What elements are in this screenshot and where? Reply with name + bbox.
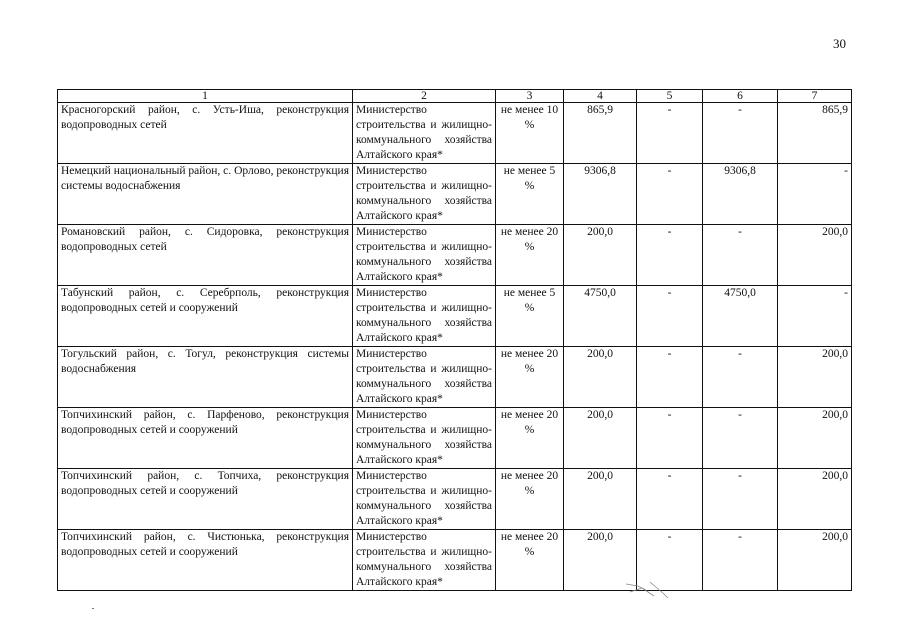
executor-cell: Министерство строительства и жилищно-коммунального хозяйства Алтайского края* xyxy=(353,164,496,225)
value-cell-6: - xyxy=(703,225,778,286)
value-cell-4: 200,0 xyxy=(564,469,637,530)
value-cell-6: - xyxy=(703,103,778,164)
value-cell-7: 200,0 xyxy=(778,347,852,408)
header-cell: 6 xyxy=(703,90,778,103)
table-row xyxy=(58,347,852,408)
value-cell-4: 200,0 xyxy=(564,347,637,408)
executor-cell: Министерство строительства и жилищно-коммунального хозяйства Алтайского края* xyxy=(353,103,496,164)
share-cell: не менее 10 % xyxy=(496,103,564,164)
value-cell-5: - xyxy=(637,530,703,591)
object-cell: Красногорский район, с. Усть-Иша, реконструкция водопроводных сетей xyxy=(58,103,353,164)
value-cell-6: - xyxy=(703,347,778,408)
table-row xyxy=(58,469,852,530)
program-table xyxy=(57,89,852,591)
value-cell-5: - xyxy=(637,286,703,347)
executor-cell: Министерство строительства и жилищно-коммунального хозяйства Алтайского края* xyxy=(353,225,496,286)
scan-speck xyxy=(92,608,94,609)
object-cell: Топчихинский район, с. Парфеново, реконструкция водопроводных сетей и сооружений xyxy=(58,408,353,469)
executor-cell: Министерство строительства и жилищно-коммунального хозяйства Алтайского края* xyxy=(353,469,496,530)
value-cell-6: 4750,0 xyxy=(703,286,778,347)
value-cell-6: - xyxy=(703,530,778,591)
object-cell: Немецкий национальный район, с. Орлово, реконструкция системы водоснабжения xyxy=(58,164,353,225)
value-cell-4: 865,9 xyxy=(564,103,637,164)
value-cell-7: 200,0 xyxy=(778,530,852,591)
share-cell: не менее 20 % xyxy=(496,347,564,408)
table-row xyxy=(58,225,852,286)
share-cell: не менее 5 % xyxy=(496,286,564,347)
share-cell: не менее 5 % xyxy=(496,164,564,225)
table-row xyxy=(58,530,852,591)
header-row xyxy=(58,90,852,103)
value-cell-4: 4750,0 xyxy=(564,286,637,347)
table-row xyxy=(58,164,852,225)
value-cell-7: 200,0 xyxy=(778,469,852,530)
value-cell-5: - xyxy=(637,103,703,164)
executor-cell: Министерство строительства и жилищно-коммунального хозяйства Алтайского края* xyxy=(353,347,496,408)
value-cell-7: 200,0 xyxy=(778,408,852,469)
executor-cell: Министерство строительства и жилищно-коммунального хозяйства Алтайского края* xyxy=(353,408,496,469)
value-cell-5: - xyxy=(637,225,703,286)
value-cell-6: 9306,8 xyxy=(703,164,778,225)
executor-cell: Министерство строительства и жилищно-коммунального хозяйства Алтайского края* xyxy=(353,530,496,591)
header-cell: 1 xyxy=(58,90,353,103)
value-cell-5: - xyxy=(637,408,703,469)
header-cell: 2 xyxy=(353,90,496,103)
value-cell-5: - xyxy=(637,347,703,408)
pen-mark-scribble xyxy=(624,578,670,600)
share-cell: не менее 20 % xyxy=(496,225,564,286)
value-cell-7: 200,0 xyxy=(778,225,852,286)
value-cell-4: 200,0 xyxy=(564,408,637,469)
value-cell-4: 200,0 xyxy=(564,530,637,591)
value-cell-4: 200,0 xyxy=(564,225,637,286)
header-cell: 3 xyxy=(496,90,564,103)
value-cell-7: 865,9 xyxy=(778,103,852,164)
page-number: 30 xyxy=(833,36,846,51)
value-cell-6: - xyxy=(703,408,778,469)
header-cell: 4 xyxy=(564,90,637,103)
table-row xyxy=(58,408,852,469)
table-row xyxy=(58,103,852,164)
table-row xyxy=(58,286,852,347)
value-cell-7: - xyxy=(778,164,852,225)
value-cell-4: 9306,8 xyxy=(564,164,637,225)
object-cell: Топчихинский район, с. Топчиха, реконструкция водопроводных сетей и сооружений xyxy=(58,469,353,530)
value-cell-7: - xyxy=(778,286,852,347)
object-cell: Романовский район, с. Сидоровка, реконструкция водопроводных сетей xyxy=(58,225,353,286)
value-cell-6: - xyxy=(703,469,778,530)
value-cell-5: - xyxy=(637,164,703,225)
share-cell: не менее 20 % xyxy=(496,530,564,591)
header-cell: 5 xyxy=(637,90,703,103)
executor-cell: Министерство строительства и жилищно-коммунального хозяйства Алтайского края* xyxy=(353,286,496,347)
object-cell: Тогульский район, с. Тогул, реконструкция системы водоснабжения xyxy=(58,347,353,408)
object-cell: Табунский район, с. Серебрполь, реконструкция водопроводных сетей и сооружений xyxy=(58,286,353,347)
share-cell: не менее 20 % xyxy=(496,469,564,530)
object-cell: Топчихинский район, с. Чистюнька, реконструкция водопроводных сетей и сооружений xyxy=(58,530,353,591)
share-cell: не менее 20 % xyxy=(496,408,564,469)
header-cell: 7 xyxy=(778,90,852,103)
value-cell-5: - xyxy=(637,469,703,530)
